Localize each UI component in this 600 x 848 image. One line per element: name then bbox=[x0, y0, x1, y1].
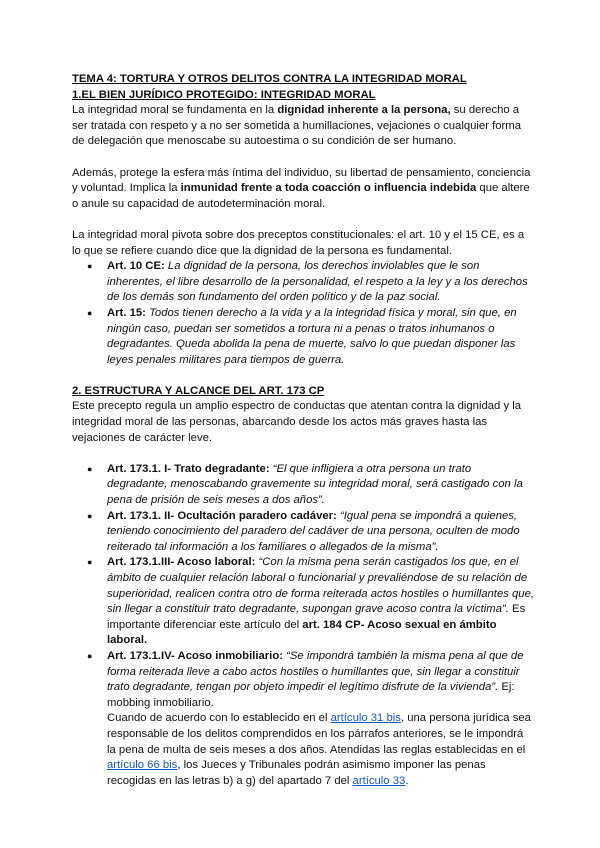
list-item-ocultacion-cadaver bbox=[107, 509, 534, 556]
bullet-label: Art. 173.1.IV- Acoso inmobiliario: bbox=[107, 649, 283, 662]
bullet-label: Art. 15: bbox=[107, 306, 146, 319]
link-articulo-66-bis[interactable]: artículo 66 bis bbox=[107, 759, 178, 772]
bullet-label: Art. 173.1.III- Acoso laboral: bbox=[107, 556, 256, 569]
list-item-art15 bbox=[107, 306, 534, 368]
bullet-quote: “El que infligiera a otra persona un trato degradante, menoscabando gravemente su integridad moral, será castigado con la pena de prisión de seis meses a dos años”. bbox=[107, 462, 523, 507]
bullet-quote: Todos tienen derecho a la vida y a la integridad física y moral, sin que, en ningún caso, puedan ser sometidos a tortura ni a penas o tratos inhumanos o degradantes. Queda abolida la pena de muerte, salvo lo que puedan disponer las leyes penales militares para tiempos de guerra. bbox=[107, 306, 517, 366]
bold-run: dignidad inherente a la persona, bbox=[277, 104, 451, 117]
list-item-acoso-inmobiliario bbox=[107, 649, 534, 711]
link-articulo-31-bis[interactable]: artículo 31 bis bbox=[330, 712, 401, 725]
list-item-art10 bbox=[107, 259, 534, 306]
text-run: , los Jueces y Tribunales podrán asimismo imponer las penas recogidas en las letras b) a g) del apartado 7 del bbox=[107, 759, 486, 787]
text-run: Es importante diferenciar este artículo del bbox=[107, 603, 526, 631]
persona-juridica-paragraph bbox=[72, 711, 534, 789]
text-run: Cuando de acuerdo con lo establecido en el bbox=[107, 712, 331, 725]
list-item-trato-degradante bbox=[107, 462, 534, 509]
link-articulo-33[interactable]: artículo 33 bbox=[352, 774, 406, 787]
bullet-quote: “Igual pena se impondrá a quienes, teniendo conocimiento del paradero del cadáver de una persona, oculten de modo reiterado tal información a los familiares o allegados de la misma”. bbox=[107, 509, 520, 553]
section2-intro: Este precepto regula un amplio espectro de conductas que atentan contra la dignidad y la integridad moral de las personas, abarcando desde los actos más graves hasta las vejaciones de carácter leve. bbox=[72, 400, 522, 444]
constitution-list bbox=[72, 259, 534, 368]
section1-heading: 1.EL BIEN JURÍDICO PROTEGIDO: INTEGRIDAD MORAL bbox=[72, 88, 376, 101]
bullet-label: Art. 173.1. II- Ocultación paradero cadáver: bbox=[107, 509, 337, 522]
bullet-quote: “Con la misma pena serán castigados los que, en el ámbito de cualquier relación laboral o funcionarial y prevaliéndose de su relación de superioridad, realicen contra otro de forma reiterada actos hostiles o humillantes que, sin llegar a constituir trato degradante, supongan grave acoso contra la víctima”. bbox=[107, 556, 535, 616]
bullet-label: Art. 173.1. I- Trato degradante: bbox=[107, 462, 270, 475]
section1-paragraph-1 bbox=[72, 103, 534, 150]
list-item-acoso-laboral bbox=[107, 555, 534, 649]
text-run: Además, protege la esfera más íntima del individuo, su libertad de pensamiento, conciencia y voluntad. Implica la bbox=[72, 166, 531, 195]
section2-heading: 2. ESTRUCTURA Y ALCANCE DEL ART. 173 CP bbox=[72, 384, 325, 397]
section1-paragraph-2 bbox=[72, 166, 534, 213]
text-run: su derecho a ser tratada con respeto y a no ser sometida a humillaciones, vejaciones o cualquier forma de delegación que menoscabe su autoestima o su condición de ser humano. bbox=[72, 104, 521, 148]
art173-list bbox=[72, 462, 534, 712]
bold-run: art. 184 CP- Acoso sexual en ámbito laboral. bbox=[107, 618, 497, 647]
bullet-quote: La dignidad de la persona, los derechos inviolables que le son inherentes, el libre desarrollo de la personalidad, el respeto a la ley y a los derechos de los demás son fundamento del orden político y de la paz social. bbox=[107, 260, 528, 304]
document-title: TEMA 4: TORTURA Y OTROS DELITOS CONTRA LA INTEGRIDAD MORAL bbox=[72, 73, 467, 85]
text-run: Ej: mobbing inmobiliario. bbox=[107, 681, 515, 709]
bullet-quote: “Se impondrá también la misma pena al que de forma reiterada lleve a cabo actos hostiles o humillantes que, sin llegar a constituir trato degradante, tengan por objeto impedir el legítimo disfrute de la vivienda”. bbox=[107, 649, 524, 694]
text-run: que altere o anule su capacidad de autodeterminación moral. bbox=[72, 182, 530, 210]
text-run: , una persona jurídica sea responsable de los delitos comprendidos en los párrafos anteriores, se le impondrá la pena de multa de seis meses a dos años. Atendidas las reglas establecidas en el bbox=[107, 712, 531, 756]
text-run: La integridad moral se fundamenta en la bbox=[72, 104, 278, 117]
section1-paragraph-3: La integridad moral pivota sobre dos preceptos constitucionales: el art. 10 y el 15 CE, es a lo que se refiere cuando dice que la dignidad de la persona es fundamental. bbox=[72, 228, 525, 257]
bold-run: inmunidad frente a toda coacción o influencia indebida bbox=[180, 182, 477, 195]
bullet-label: Art. 10 CE: bbox=[107, 260, 165, 273]
text-run: . bbox=[405, 774, 409, 787]
